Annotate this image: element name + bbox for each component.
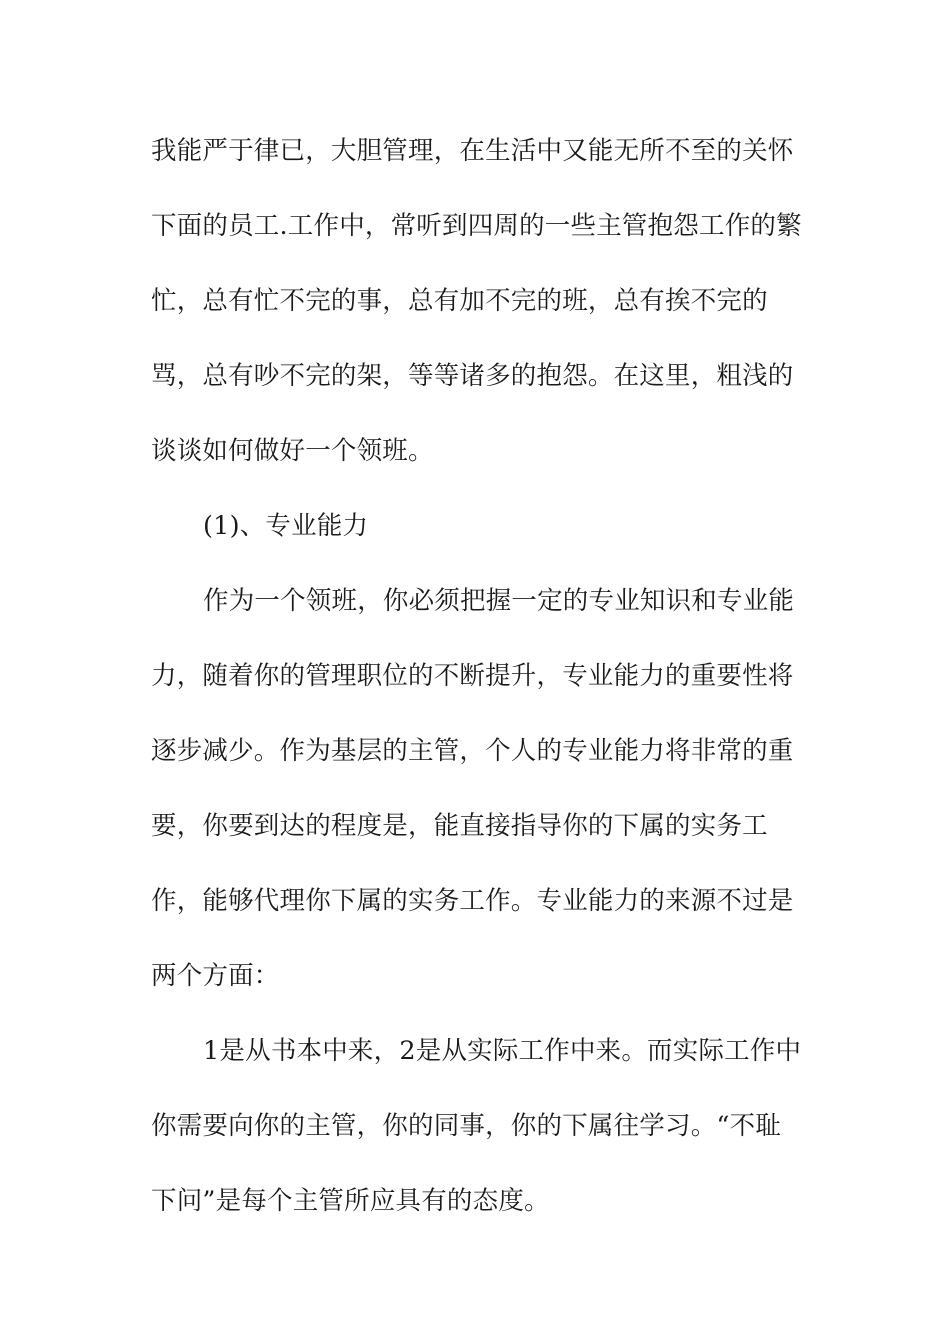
paragraph-1-line-3: 忙，总有忙不完的事，总有加不完的班，总有挨不完的 [151, 286, 768, 316]
paragraph-1-line-2: 下面的员工.工作中，常听到四周的一些主管抱怨工作的繁 [151, 211, 802, 241]
paragraph-2-line-3: 逐步减少。作为基层的主管，个人的专业能力将非常的重 [151, 736, 794, 766]
paragraph-2-line-4: 要，你要到达的程度是，能直接指导你的下属的实务工 [151, 811, 768, 841]
paragraph-1-line-4: 骂，总有吵不完的架，等等诸多的抱怨。在这里，粗浅的 [151, 361, 794, 391]
paragraph-2-line-5: 作，能够代理你下属的实务工作。专业能力的来源不过是 [151, 886, 794, 916]
paragraph-3-line-3: 下问”是每个主管所应具有的态度。 [151, 1186, 550, 1216]
paragraph-1-line-5: 谈谈如何做好一个领班。 [151, 436, 434, 466]
paragraph-2-line-6: 两个方面： [151, 961, 280, 991]
paragraph-2-line-1: 作为一个领班，你必须把握一定的专业知识和专业能 [203, 586, 795, 616]
paragraph-2-line-2: 力，随着你的管理职位的不断提升，专业能力的重要性将 [151, 661, 794, 691]
paragraph-1-line-1: 我能严于律已，大胆管理，在生活中又能无所不至的关怀 [151, 136, 794, 166]
section-heading: (1)、专业能力 [203, 511, 369, 541]
paragraph-3-line-2: 你需要向你的主管，你的同事，你的下属往学习。“不耻 [151, 1111, 782, 1141]
paragraph-3-line-1: 1是从书本中来，2是从实际工作中来。而实际工作中 [203, 1036, 802, 1066]
